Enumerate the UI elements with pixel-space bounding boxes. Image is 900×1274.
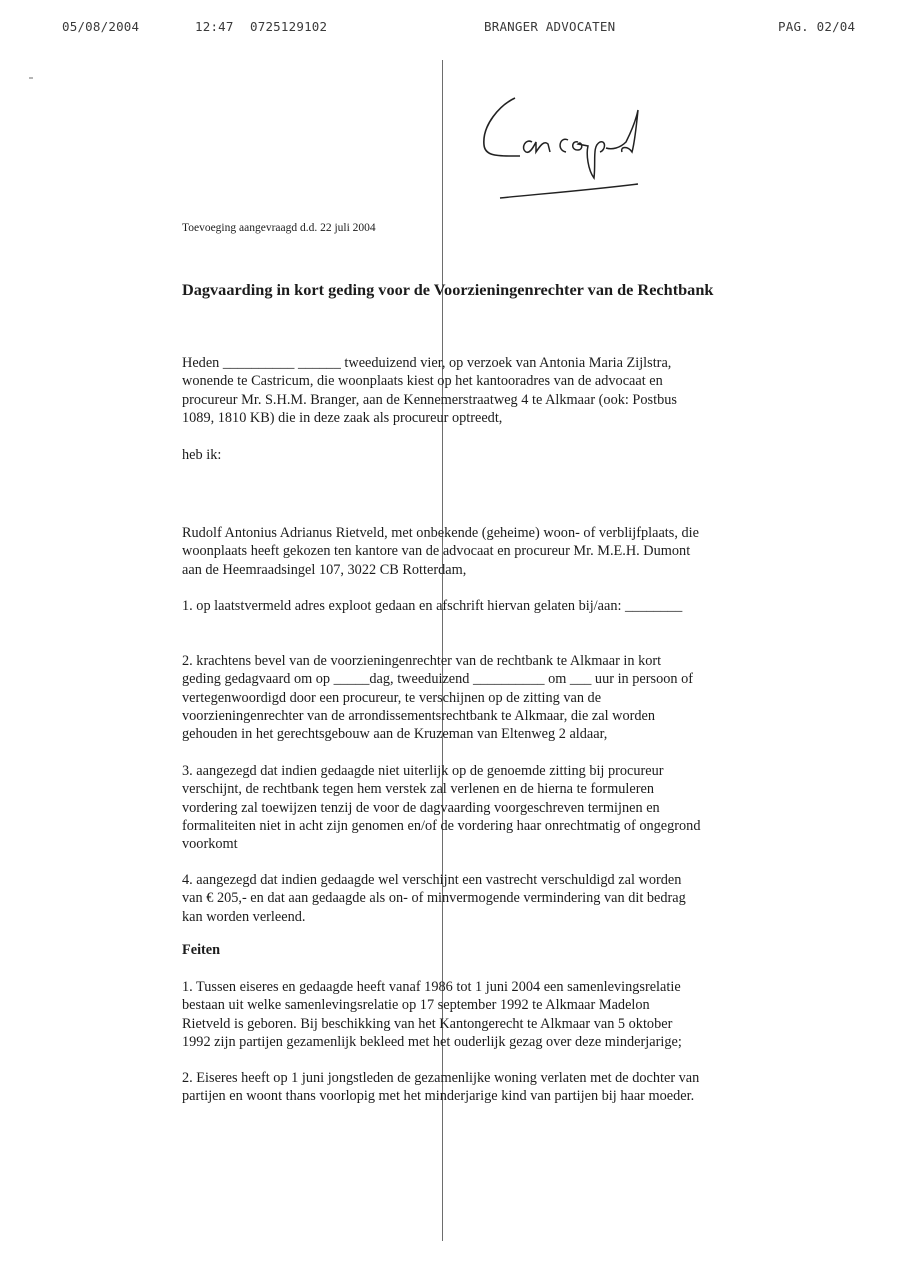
text-line: van € 205,- en dat aan gedaagde als on- of minvermogende vermindering van dit bedrag <box>182 890 686 907</box>
text-line: 2. krachtens bevel van de voorzieningenrechter van de rechtbank te Alkmaar in kort <box>182 653 662 669</box>
text-line: vertegenwoordigd door een procureur, te verschijnen op de zitting van de <box>182 689 602 706</box>
item-4 <box>182 871 792 926</box>
fax-sender: BRANGER ADVOCATEN <box>484 19 616 34</box>
text-line: 1089, 1810 KB) die in deze zaak als procureur optreedt, <box>182 409 503 426</box>
text-line: Rietveld is geboren. Bij beschikking van het Kantongerecht te Alkmaar van 5 oktober <box>182 1015 673 1032</box>
item-2 <box>182 652 792 743</box>
text-line: partijen en woont thans voorlopig met het minderjarige kind van partijen bij haar moeder. <box>182 1088 695 1105</box>
text-line: 1. Tussen eiseres en gedaagde heeft vanaf 1986 tot 1 juni 2004 een samenlevingsrelatie <box>182 979 681 995</box>
heb-ik <box>182 446 792 464</box>
text-line: voorkomt <box>182 836 238 853</box>
fax-date: 05/08/2004 <box>62 19 140 34</box>
document-title: Dagvaarding in kort geding voor de Voorzieningenrechter van de Rechtbank <box>182 280 714 299</box>
text-line: verschijnt, de rechtbank tegen hem verstek zal verlenen en de hierna te formuleren <box>182 781 654 798</box>
facts-heading: Feiten <box>182 942 221 958</box>
request-note: Toevoeging aangevraagd d.d. 22 juli 2004 <box>182 222 376 234</box>
text-line: voorzieningenrechter van de arrondissementsrechtbank te Alkmaar, die zal worden <box>182 707 656 724</box>
scan-fold-line <box>442 60 443 1241</box>
fax-header <box>0 19 900 39</box>
text-line: 4. aangezegd dat indien gedaagde wel verschijnt een vastrecht verschuldigd zal worden <box>182 872 682 888</box>
text-line: Heden __________ ______ tweeduizend vier, op verzoek van Antonia Maria Zijlstra, <box>182 355 672 371</box>
fax-time: 12:47 <box>195 19 234 34</box>
defendant-paragraph <box>182 524 792 579</box>
text-line: Rudolf Antonius Adrianus Rietveld, met onbekende (geheime) woon- of verblijfplaats, die <box>182 525 699 541</box>
fax-phone-number: 0725129102 <box>250 19 328 34</box>
text-line: 2. Eiseres heeft op 1 juni jongstleden de gezamenlijke woning verlaten met de dochter van <box>182 1070 700 1086</box>
handwritten-signature <box>470 90 690 205</box>
fact-1 <box>182 978 792 1051</box>
item-1 <box>182 597 792 615</box>
text-line: woonplaats heeft gekozen ten kantore van de advocaat en procureur Mr. M.E.H. Dumont <box>182 543 691 560</box>
text-line: 3. aangezegd dat indien gedaagde niet uiterlijk op de genoemde zitting bij procureur <box>182 763 664 779</box>
text-line: kan worden verleend. <box>182 908 306 925</box>
text-line: gehouden in het gerechtsgebouw aan de Kruzeman van Eltenweg 2 aldaar, <box>182 726 608 743</box>
text-line: vordering zal toewijzen tenzij de voor de dagvaarding voorgeschreven termijnen en <box>182 799 660 816</box>
fax-page-number: PAG. 02/04 <box>778 19 856 34</box>
item-3 <box>182 762 792 853</box>
text-line: wonende te Castricum, die woonplaats kiest op het kantooradres van de advocaat en <box>182 373 663 390</box>
text-line: geding gedagvaard om op _____dag, tweeduizend __________ om ___ uur in persoon of <box>182 671 694 688</box>
text-line: formaliteiten niet in acht zijn genomen en/of de vordering haar onrechtmatig of ongegrond <box>182 817 701 834</box>
scan-speck <box>29 77 33 79</box>
intro-paragraph <box>182 354 792 427</box>
text-line: 1. op laatstvermeld adres exploot gedaan en afschrift hiervan gelaten bij/aan: ________ <box>182 598 683 614</box>
text-line: bestaan uit welke samenlevingsrelatie op 17 september 1992 te Alkmaar Madelon <box>182 997 650 1014</box>
fact-2 <box>182 1069 792 1106</box>
text-line: aan de Heemraadsingel 107, 3022 CB Rotterdam, <box>182 561 467 578</box>
text-line: procureur Mr. S.H.M. Branger, aan de Kennemerstraatweg 4 te Alkmaar (ook: Postbus <box>182 391 677 408</box>
text-line: 1992 zijn partijen gezamenlijk bekleed met het ouderlijk gezag over deze minderjarige; <box>182 1033 682 1050</box>
text-line: heb ik: <box>182 447 222 463</box>
